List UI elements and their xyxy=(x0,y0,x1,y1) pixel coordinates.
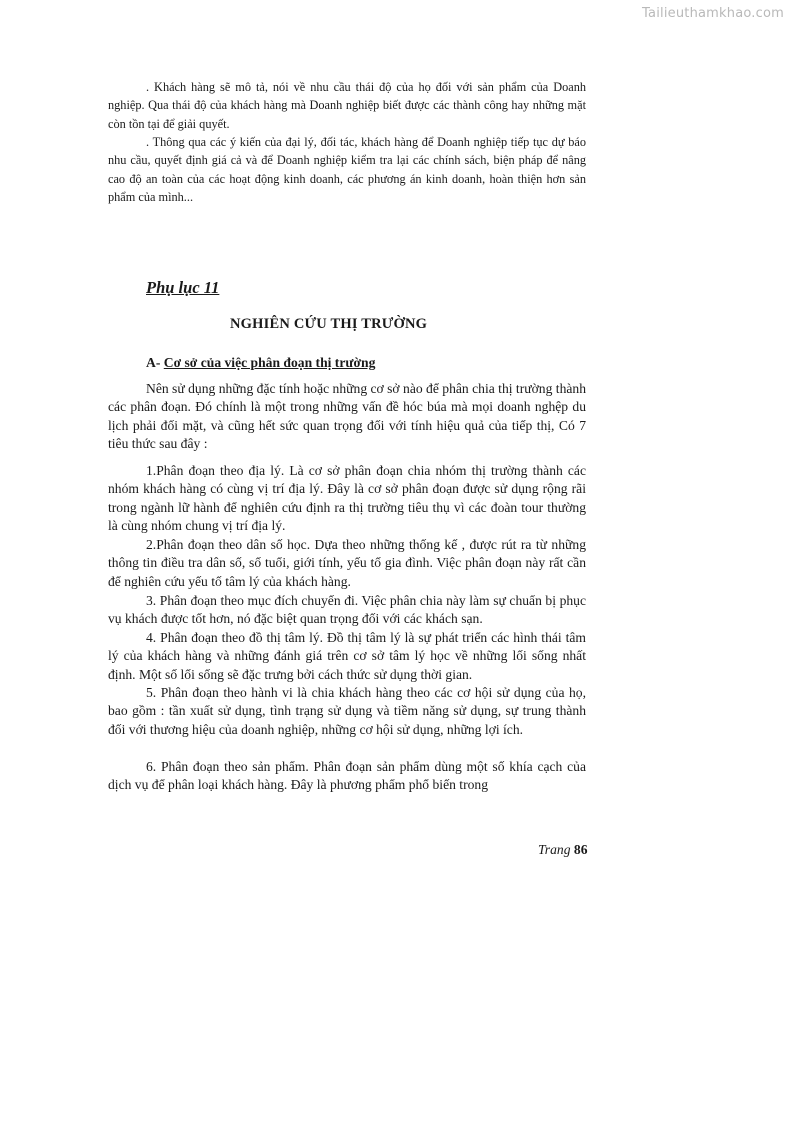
page-label: Trang xyxy=(538,842,571,857)
criterion-paragraph: 6. Phân đoạn theo sản phẩm. Phân đoạn sản phẩm dùng một số khía cạch của dịch vụ để phân loại khách hàng. Đây là phương phẩm phổ biến trong xyxy=(108,759,586,793)
section-prefix: A- xyxy=(146,355,161,370)
page-footer xyxy=(538,842,588,858)
section-heading xyxy=(146,355,375,371)
intro-paragraph: . Khách hàng sẽ mô tả, nói về nhu cầu thái độ của họ đối với sản phẩm của Doanh nghiệp. Qua thái độ của khách hàng mà Doanh nghiệp biết được các thành công hay những mặt còn tồn tại để giải quyết. xyxy=(108,80,586,131)
watermark: Tailieuthamkhao.com xyxy=(642,6,784,21)
page-number: 86 xyxy=(573,842,588,857)
criterion-paragraph: 5. Phân đoạn theo hành vi là chia khách hàng theo các cơ hội sử dụng của họ, bao gồm : tần xuất sử dụng, tình trạng sử dụng và tiềm năng sử dụng, sự trung thành đối với thương hiệu của doanh nghiệp, những cơ hội sử dụng, những lợi ích. xyxy=(108,685,586,737)
appendix-heading: Phụ lục 11 xyxy=(146,278,220,297)
page-title: NGHIÊN CỨU THỊ TRƯỜNG xyxy=(230,316,428,332)
intro-paragraph: . Thông qua các ý kiến của đại lý, đối tác, khách hàng để Doanh nghiệp tiếp tục dự báo nhu cầu, quyết định giá cả và để Doanh nghiệp kiểm tra lại các chính sách, biện pháp để nâng cao độ an toàn của các hoạt động kinh doanh, các phương án kinh doanh, hoàn thiện hơn sản phẩm của mình... xyxy=(108,135,586,204)
criterion-paragraph: 1.Phân đoạn theo địa lý. Là cơ sở phân đoạn chia nhóm thị trường thành các nhóm khách hàng có cùng vị trí địa lý. Đây là cơ sở phân đoạn được sử dụng rộng rãi trong ngành lữ hành để nghiên cứu định ra thị trường tiêu thụ vì các đoàn tour thường là cùng nhóm chung vị trí địa lý. xyxy=(108,463,586,533)
criterion-paragraph: 3. Phân đoạn theo mục đích chuyến đi. Việc phân chia này làm sự chuẩn bị phục vụ khách được tốt hơn, nó đặc biệt quan trọng đối với các khách sạn. xyxy=(108,593,586,627)
section-intro-paragraph: Nên sử dụng những đặc tính hoặc những cơ sở nào để phân chia thị trường thành các phân đoạn. Đó chính là một trong những vấn đề hóc búa mà mọi doanh nghệp du lịch phải đối mặt, và cũng hết sức quan trọng đối với tính hiệu quả của tiếp thị, Có 7 tiêu thức sau đây : xyxy=(108,381,586,451)
section-heading-text: Cơ sở của việc phân đoạn thị trường xyxy=(163,355,376,370)
criterion-paragraph: 4. Phân đoạn theo đồ thị tâm lý. Đồ thị tâm lý là sự phát triển các hình thái tâm lý của khách hàng và những đánh giá trên cơ sở tâm lý học về những lối sống nhất định. Một số lối sống sẽ đặc trưng bởi cách thức sử dụng thời gian. xyxy=(108,630,586,682)
criterion-paragraph: 2.Phân đoạn theo dân số học. Dựa theo những thống kế , được rút ra từ những thông tin điều tra dân số, số tuổi, giới tính, yếu tố gia đình. Việc phân đoạn này rất cần để nghiên cứu yếu tố tâm lý của khách hàng. xyxy=(108,537,586,589)
